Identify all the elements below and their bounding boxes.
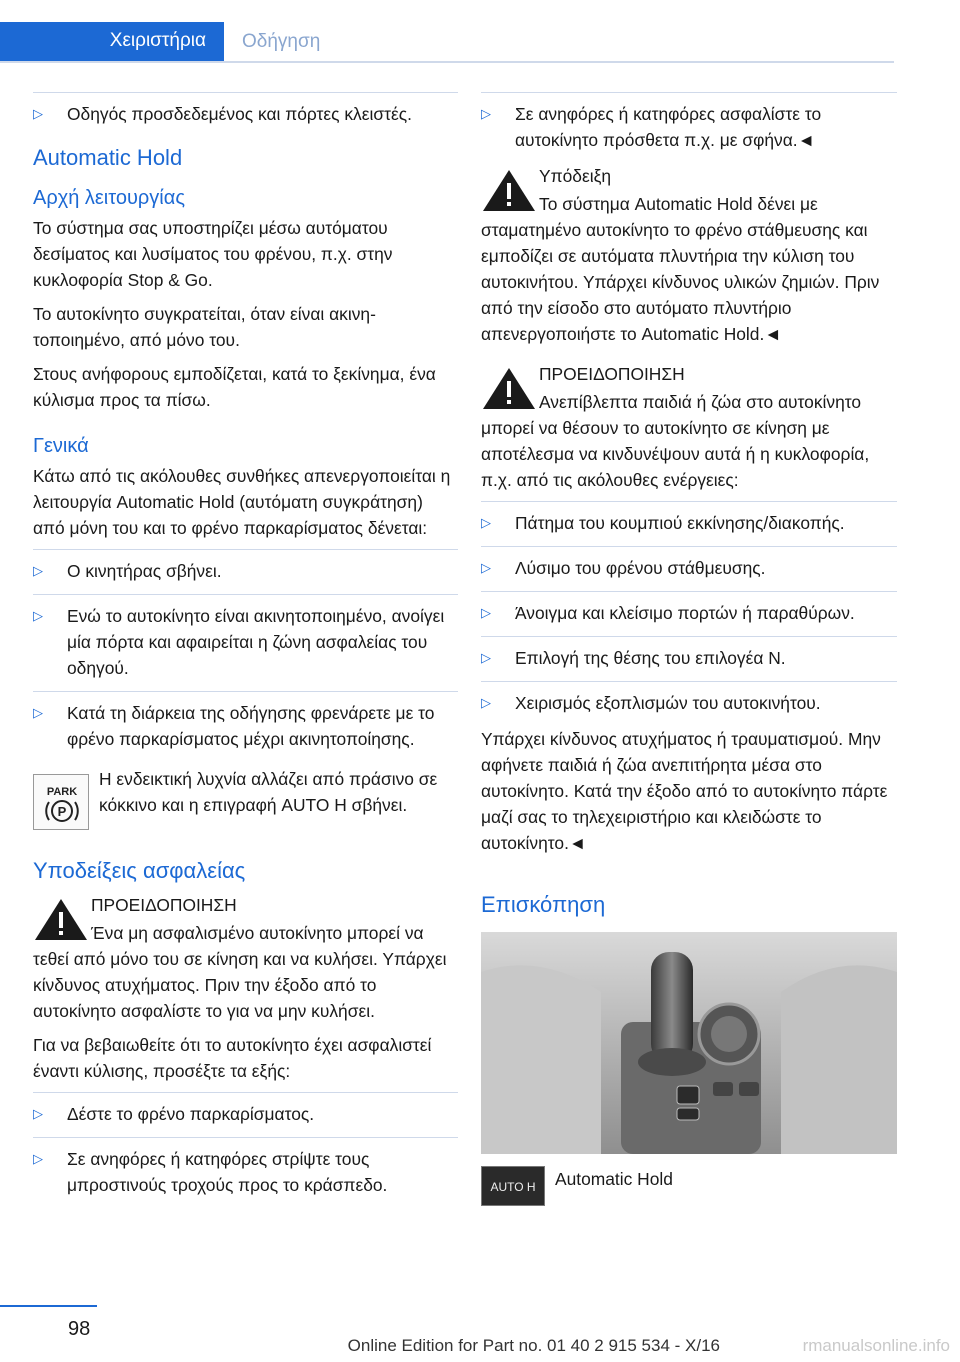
list-item-text: Χειρισμός εξοπλισμών του αυτοκινήτου. — [515, 693, 821, 713]
right-column — [481, 92, 897, 1206]
note-title: Υπόδειξη — [539, 166, 612, 186]
paragraph: Υπάρχει κίνδυνος ατυχήματος ή τραυματισμού. Μην αφήνετε παιδιά ή ζώα ανεπιτήρητα μέσα στο αυτοκίνητο. Κατά την έξοδο από το αυτοκίνητο πάρτε μαζί σας το τηλεχειριστήριο και κλειδώστε το αυτοκίνητο.◄ — [481, 729, 888, 853]
paragraph: Για να βεβαιωθείτε ότι το αυτοκίνητο έχει ασφαλιστεί έναντι κύλισης, προσέξτε τα εξής: — [33, 1035, 432, 1081]
bullet-triangle-icon: ▷ — [33, 1151, 43, 1166]
automatic-hold-label: Automatic Hold — [555, 1169, 673, 1189]
automatic-hold-legend — [481, 1166, 897, 1206]
svg-text:PARK: PARK — [46, 786, 78, 798]
tab-controls-label: Χειριστήρια — [109, 30, 206, 51]
bullet-triangle-icon: ▷ — [33, 705, 43, 720]
list-item-text: Ενώ το αυτοκίνητο είναι ακινητοποιημένο, ανοίγει μία πόρτα και αφαιρείται η ζώνη ασφαλείας του οδηγού. — [67, 606, 445, 678]
list-item — [33, 1092, 458, 1127]
bullet-triangle-icon: ▷ — [481, 515, 491, 530]
list-item — [481, 681, 897, 716]
page-number: 98 — [68, 1318, 91, 1340]
bullet-triangle-icon: ▷ — [481, 650, 491, 665]
bullet-triangle-icon: ▷ — [33, 608, 43, 623]
subsection-title-general: Γενικά — [33, 435, 89, 457]
paragraph: Το σύστημα σας υποστηρίζει μέσω αυτόματου δεσίματος και λυσίματος του φρένου, π.χ. στην κυκλοφορία Stop & Go. — [33, 218, 393, 290]
paragraph: Κάτω από τις ακόλουθες συνθήκες απενεργοποιείται η λειτουργία Automatic Hold (αυτόματη συγκράτηση) από μόνη του και το φρένο παρκαρίσματος δένεται: — [33, 466, 451, 538]
bullet-triangle-icon: ▷ — [33, 1106, 43, 1121]
center-console-photo — [481, 932, 897, 1154]
warning-block — [481, 361, 897, 493]
park-indicator-text: Η ενδεικτική λυχνία αλλάζει από πράσινο σε κόκκινο και η επιγραφή AUTO H σβήνει. — [99, 769, 438, 815]
bullet-triangle-icon: ▷ — [481, 560, 491, 575]
list-item-text: Κατά τη διάρκεια της οδήγησης φρενάρετε με το φρένο παρκαρίσματος μέχρι ακινητοποίησης. — [67, 703, 435, 749]
list-item-text: Άνοιγμα και κλείσιμο πορτών ή παραθύρων. — [515, 603, 855, 623]
page-header — [0, 0, 960, 62]
bullet-triangle-icon: ▷ — [481, 106, 491, 121]
auto-h-button-icon: AUTO H — [481, 1166, 545, 1206]
paragraph: Το αυτοκίνητο συγκρατείται, όταν είναι ακινητοποιημένο, από μόνο του. — [33, 304, 376, 350]
list-item-text: Λύσιμο του φρένου στάθμευσης. — [515, 558, 766, 578]
list-item-text: Οδηγός προσδεδεμένος και πόρτες κλειστές. — [67, 104, 412, 124]
online-edition-text: Online Edition for Part no. 01 40 2 915 534 - X/16 — [347, 1336, 720, 1355]
list-item — [481, 501, 897, 536]
list-item-text: Ο κινητήρας σβήνει. — [67, 561, 222, 581]
bullet-triangle-icon: ▷ — [481, 605, 491, 620]
park-brake-icon — [33, 774, 89, 830]
list-item-text: Δέστε το φρένο παρκαρίσματος. — [67, 1104, 315, 1124]
tab-driving[interactable]: Οδήγηση — [242, 31, 321, 52]
warning-text: Ένα μη ασφαλισμένο αυτοκίνητο μπορεί να τεθεί από μόνο του σε κίνηση και να κυλήσει. Υπάρχει κίνδυνος ατυχήματος. Πριν την έξοδο από το αυτοκίνητο ασφαλίστε το για να μην κυλήσει. — [33, 923, 447, 1021]
left-column — [33, 92, 458, 1208]
warning-block — [33, 892, 458, 1024]
list-item — [33, 691, 458, 752]
header-divider — [0, 61, 894, 63]
note-block — [481, 163, 897, 347]
svg-text:P: P — [57, 804, 67, 819]
section-title-safety: Υποδείξεις ασφαλείας — [33, 858, 246, 883]
note-text: Το σύστημα Automatic Hold δένει με σταματημένο αυτοκίνητο το φρένο στάθμευσης και εμποδίζει σε αυτόματα πλυντήρια την κύλιση του αυτοκινήτου. Υπάρχει κίνδυνος υλικών ζημιών. Πριν από την είσοδο στο αυτόματο πλυντήριο απενεργοποιήστε το Automatic Hold.◄ — [481, 194, 880, 344]
list-item — [33, 549, 458, 584]
warning-icon — [481, 167, 539, 215]
warning-text: Ανεπίβλεπτα παιδιά ή ζώα στο αυτοκίνητο μπορεί να θέσουν το αυτοκίνητο σε κίνηση με αποτέλεσμα να κινδυνέψουν αυτά ή η κυκλοφορία, π.χ. από τις ακόλουθες ενέργειες: — [481, 392, 870, 490]
list-item-text: Σε ανηφόρες ή κατηφόρες στρίψτε τους μπροστινούς τροχούς προς το κράσπεδο. — [67, 1149, 388, 1195]
section-title-overview: Επισκόπηση — [481, 892, 606, 917]
list-item-text: Επιλογή της θέσης του επιλογέα N. — [515, 648, 786, 668]
bullet-triangle-icon: ▷ — [33, 106, 43, 121]
bullet-triangle-icon: ▷ — [33, 563, 43, 578]
bullet-triangle-icon: ▷ — [481, 695, 491, 710]
subsection-title-principle: Αρχή λειτουργίας — [33, 187, 185, 209]
list-item-text: Πάτημα του κουμπιού εκκίνησης/διακοπής. — [515, 513, 845, 533]
list-item — [481, 546, 897, 581]
warning-icon — [33, 896, 91, 944]
section-title-automatic-hold: Automatic Hold — [33, 145, 183, 170]
list-item — [481, 591, 897, 626]
paragraph: Στους ανήφορους εμποδίζεται, κατά το ξεκίνημα, ένα κύλισμα προς τα πίσω. — [33, 364, 436, 410]
warning-title: ΠΡΟΕΙΔΟΠΟΙΗΣΗ — [539, 364, 685, 384]
tab-controls[interactable] — [0, 22, 224, 62]
list-item — [481, 92, 897, 153]
list-item — [33, 92, 458, 127]
list-item — [33, 1137, 458, 1198]
footer-divider — [0, 1305, 97, 1307]
watermark: rmanualsonline.info — [802, 1336, 950, 1355]
warning-title: ΠΡΟΕΙΔΟΠΟΙΗΣΗ — [91, 895, 237, 915]
list-item — [481, 636, 897, 671]
park-indicator-note — [33, 766, 458, 818]
list-item-text: Σε ανηφόρες ή κατηφόρες ασφαλίστε το αυτοκίνητο πρόσθετα π.χ. με σφήνα.◄ — [515, 104, 822, 150]
warning-icon — [481, 365, 539, 413]
list-item — [33, 594, 458, 681]
